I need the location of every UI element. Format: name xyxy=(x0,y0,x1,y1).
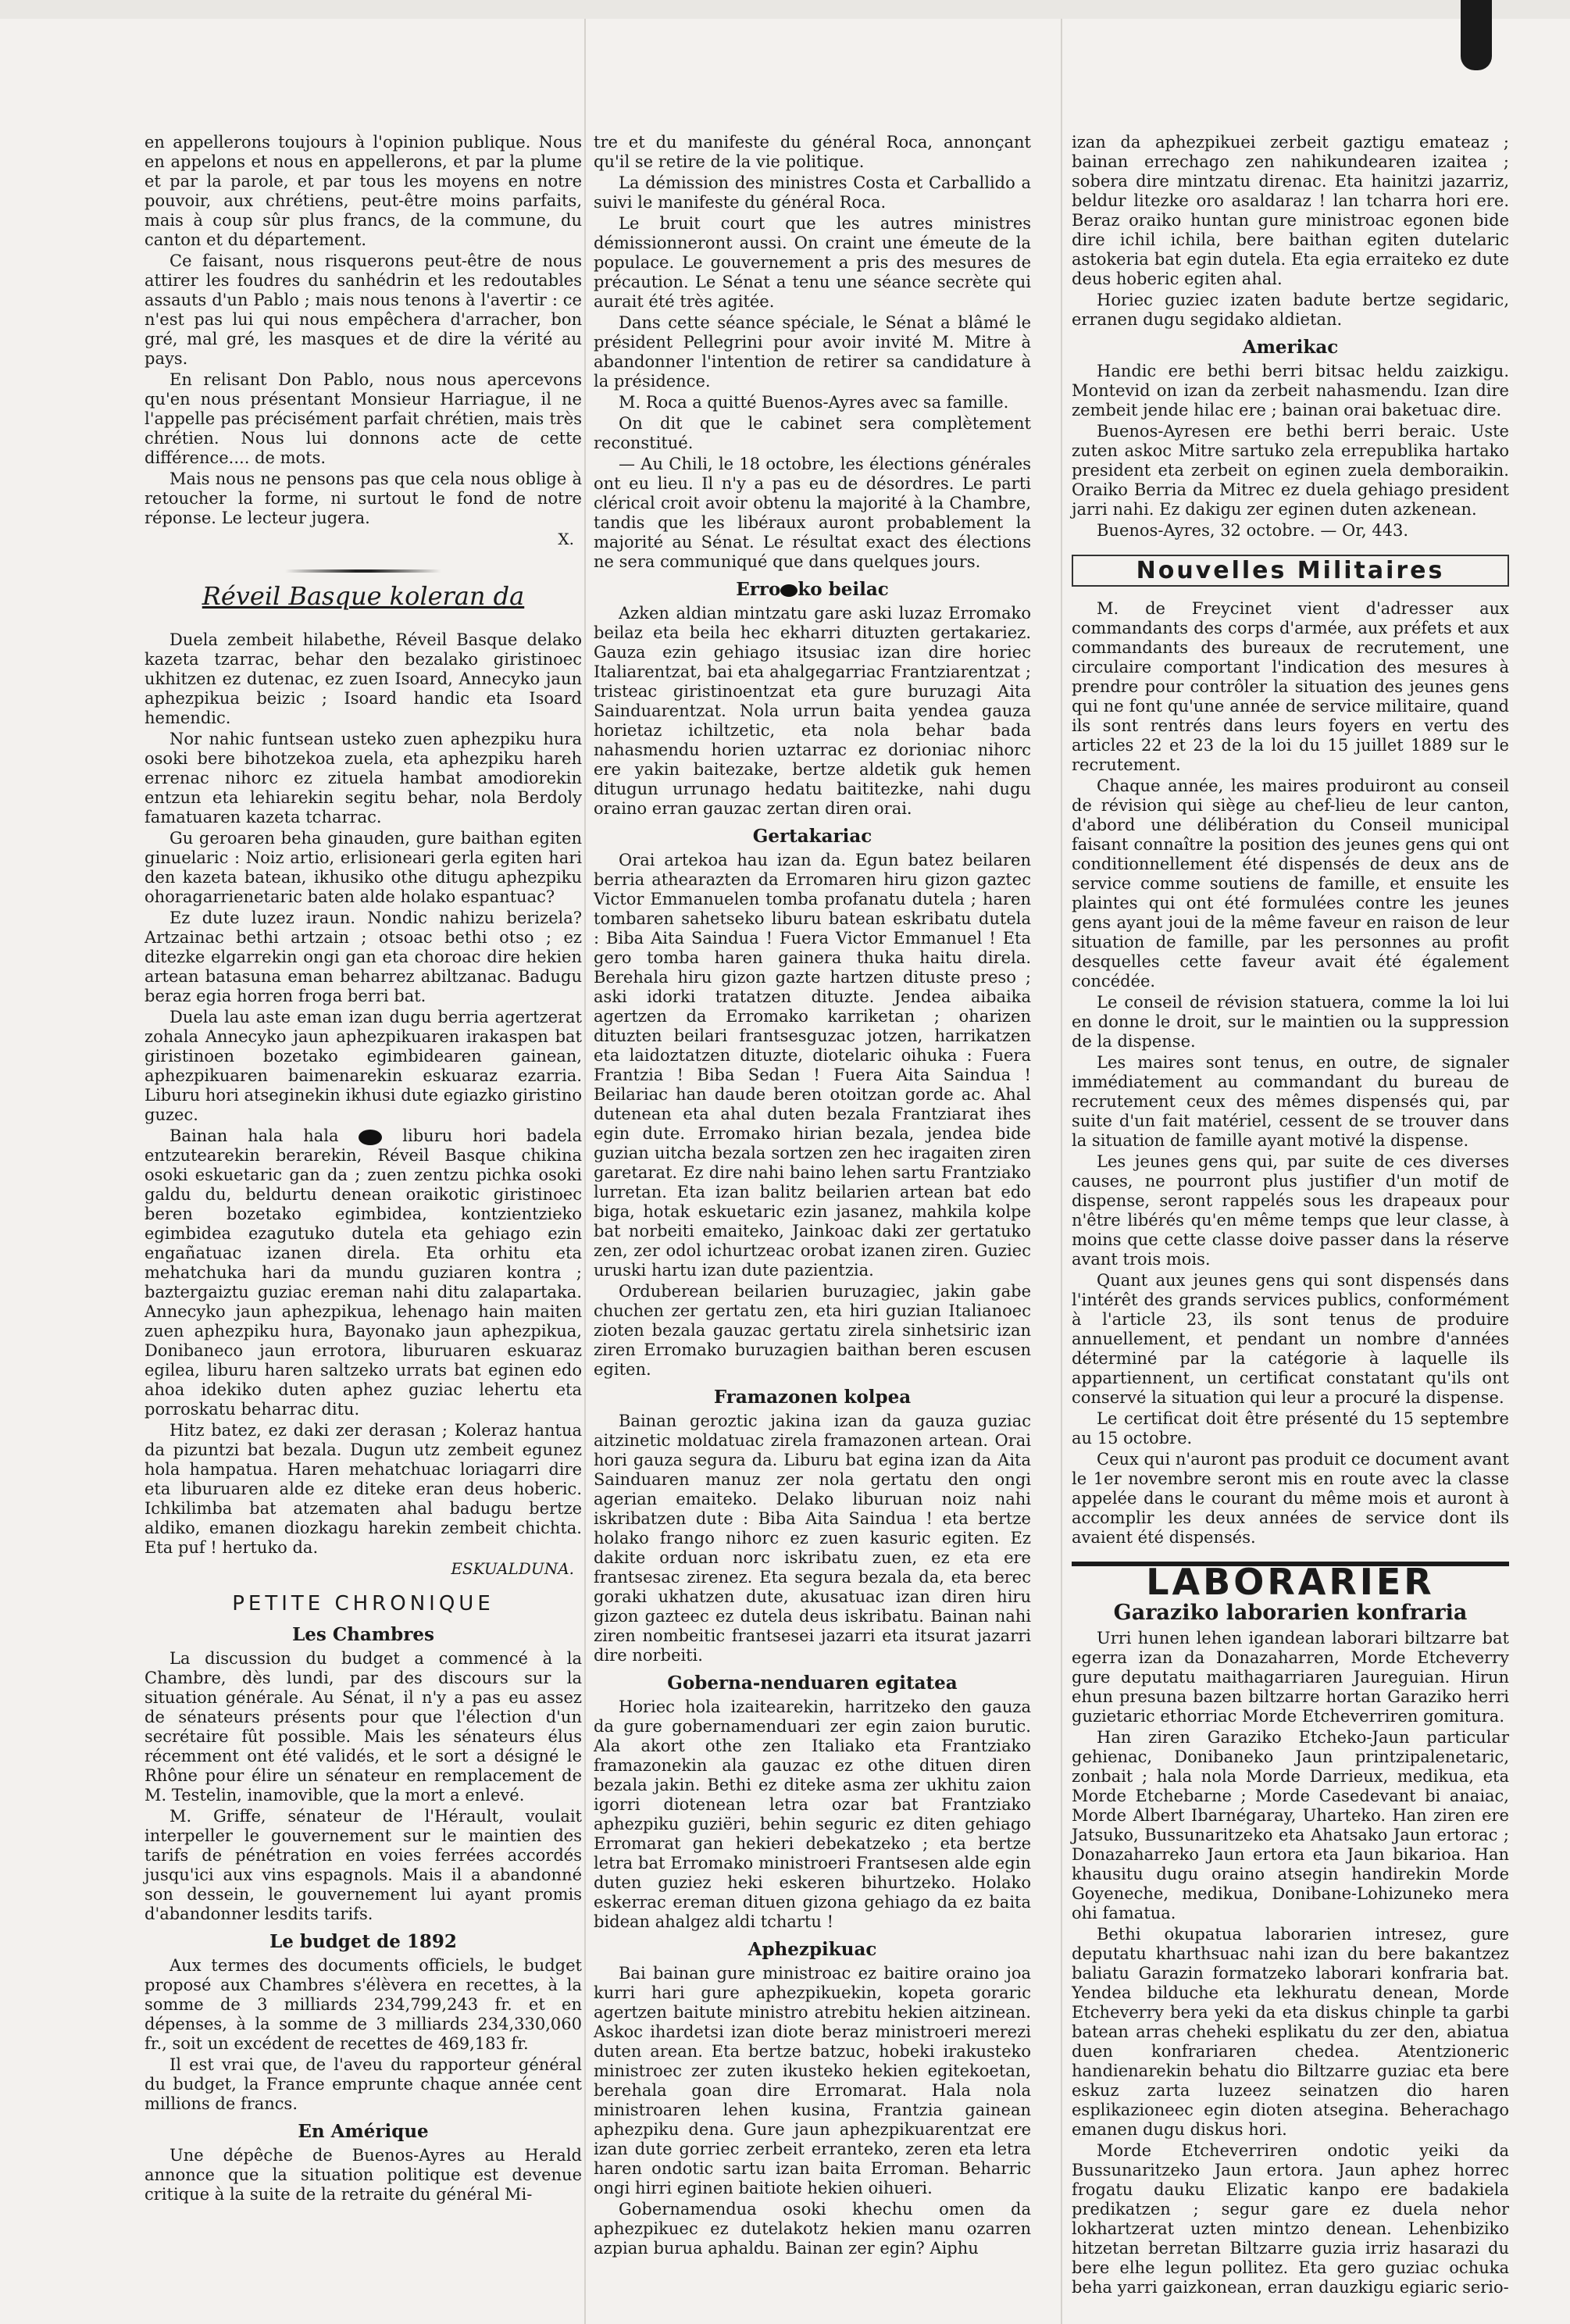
column-divider xyxy=(584,19,586,2324)
paragraph: Horiec hola izaitearekin, harritzeko den gauza da gure gobernamenduari zer egin zaion burutic. Ala akort othe zen Italiako eta Frantziako framazonekin ala gauzac ez othe dituen diren bezala jakin. Bethi ez diteke asma zer ukhitu zaion igorri diotenean letra ozar bat Frantziako aphezpiku guziëri, behin seguric ez diten gehiago Erromarat gan hekieri debekatzeko ; eta bertze letra bat Erromako ministroeri Frantsesen alde egin duten guziez heki eskeren bihurtzeko. Holako eskerrac ereman dituen gizona gehiago da ez baita bidean ahalgez aldi tchartu ! xyxy=(594,1697,1031,1931)
paragraph: — Au Chili, le 18 octobre, les élections générales ont eu lieu. Il n'y a pas eu de désordres. Le parti clérical croit avoir obtenu la majorité à la Chambre, tandis que les libéraux auront probablement la majorité au Sénat. Le résultat exact des élections ne sera communiqué que dans quelques jours. xyxy=(594,455,1031,571)
paragraph: Les jeunes gens qui, par suite de ces diverses causes, ne pourront plus justifier d'un motif de dispense, seront rappelés sous les drapeaux pour n'être libérés qu'en même temps que leur classe, à moins que cette classe doive passer dans la réserve avant trois mois. xyxy=(1072,1152,1509,1269)
paragraph: Urri hunen lehen igandean laborari biltzarre bat egerra izan da Donazaharren, Morde Etcheverry gure deputatu maithagarriaren Jaureguian. Hirun ehun presuna bazen biltzarre hortan Garaziko herri guzietaric ethorriac Morde Etcheverriren gomitura. xyxy=(1072,1629,1509,1726)
paragraph: Quant aux jeunes gens qui sont dispensés dans l'intérêt des grands services publics, conformément à l'article 23, ils sont tenus de produire annuellement, et pendant un nombre d'années déterminé par la catégorie à laquelle ils appartiennent, un certificat constatant qu'ils ont conservé la situation qui leur a procuré la dispense. xyxy=(1072,1271,1509,1407)
paragraph: Bainan hala hala liburu hori badela entzutearekin berarekin, Réveil Basque chikina osoki eskuetaric gan da ; zuen zentzu pichka osoki galdu du, beldurtu denean oraikotic giristinoec beren bozetako egimbidea, kontzientzieko egimbidea ezagutuko dutela eta gehiago ezin engañatuac izanen direla. Eta orhitu eta mehatchuka hari da mundu guziaren kontra ; baztergaiztu guziac ereman nahi ditu zalapartaka. Annecyko jaun aphezpikua, lehenago hain maiten zuen aphezpiku hura, Bayonako jaun aphezpikua, Donibaneco jaun errotora, liburuaren eskuaraz egilea, liburu haren saltzeko urrats bat eginen edo ahoa idekiko duten aphez guziac lehertu eta porroskatu beharrac ditu. xyxy=(145,1126,582,1419)
paragraph: Han ziren Garaziko Etcheko-Jaun particular gehienac, Donibaneko Jaun printzipalenetaric, zonbait ; hala nola Morde Darrieux, medikua, eta Morde Etchebarne ; Morde Casedevant bi anaiac, Morde Albert Ibarnégaray, Uharteko. Han ziren ere Jatsuko, Bussunaritzeko eta Ahatsako Jaun ertorac ; Donazaharreko Jaun ertora eta Jaun bikarioa. Han khausitu dugu oraino atsegin handirekin Morde Goyeneche, medikua, Donibane-Lohizuneko mera ohi famatua. xyxy=(1072,1728,1509,1922)
column-1 xyxy=(145,133,582,2206)
column-3 xyxy=(1072,133,1509,2299)
paragraph: Buenos-Ayresen ere bethi berri beraic. Uste zuten askoc Mitre sartuko zela errepublika hartako president eta zerbeit on eginen zuela demboraikin. Oraiko Berria da Mitrec ez duela gehiago president jarri nahi. Ez dakigu zer eginen duten azkenean. xyxy=(1072,422,1509,519)
paragraph: Duela lau aste eman izan dugu berria agertzerat zohala Annecyko jaun aphezpikuaren irakaspen bat giristinoen bozetako egimbidearen gainean, aphezpikuaren baimenarekin eskuaraz ezarria. Liburu hori atseginekin ikhusi dute egiazko giristino guzec. xyxy=(145,1008,582,1124)
signature: ESKUALDUNA. xyxy=(451,1559,574,1578)
subsection-title: Gertakariac xyxy=(752,826,872,847)
paragraph: En relisant Don Pablo, nous nous apercevons qu'en nous présentant Monsieur Harriague, il ne l'appelle pas précisément parfait chrétien, mais très chrétien. Nous lui donnons acte de cette différence.... de mots. xyxy=(145,370,582,467)
paragraph: On dit que le cabinet sera complètement reconstitué. xyxy=(594,414,1031,452)
ink-blot xyxy=(780,584,797,597)
article-title: Réveil Basque koleran da xyxy=(202,581,525,611)
paragraph: Orduberean beilarien buruzagiec, jakin gabe chuchen zer gertatu zen, eta hiri guzian Italianoec zioten bezala gauzac gertatu zirela sinhetsiric izan ziren Erromako buruzagien baithan beren escusen egiten. xyxy=(594,1282,1031,1379)
subsection-title: Garaziko laborarien konfraria xyxy=(1113,1601,1468,1625)
paragraph: Une dépêche de Buenos-Ayres au Herald annonce que la situation politique est devenue critique à la suite de la retraite du général Mi- xyxy=(145,2146,582,2204)
paragraph: Aux termes des documents officiels, le budget proposé aux Chambres s'élèvera en recettes, à la somme de 3 milliards 234,799,243 fr. et en dépenses, à la somme de 3 milliards 234,330,060 fr., soit un excédent de recettes de 469,183 fr. xyxy=(145,1956,582,2053)
paragraph: Il est vrai que, de l'aveu du rapporteur général du budget, la France emprunte chaque année cent millions de francs. xyxy=(145,2055,582,2113)
column-2 xyxy=(594,133,1031,2260)
paragraph: tre et du manifeste du général Roca, annonçant qu'il se retire de la vie politique. xyxy=(594,133,1031,171)
paragraph: Le bruit court que les autres ministres démissionneront aussi. On craint une émeute de la populace. Le gouvernement a pris des mesures de précaution. Le Sénat a tenu une séance secrète qui aurait été très agitée. xyxy=(594,214,1031,311)
signature: X. xyxy=(558,530,574,548)
paragraph: Duela zembeit hilabethe, Réveil Basque delako kazeta tzarrac, behar den bezalako giristinoec ukhitzen ez dutenac, ez zuen Isoard, Annecyko jaun aphezpikua beizic ; Isoard handic eta Isoard hemendic. xyxy=(145,630,582,727)
paragraph: Gobernamendua osoki khechu omen da aphezpikuec ez dutelakotz hekien manu ozarren azpian burua aphaldu. Bainan zer egin? Aiphu xyxy=(594,2200,1031,2258)
column-divider xyxy=(1061,19,1062,2324)
section-rule xyxy=(285,569,441,573)
paragraph: Dans cette séance spéciale, le Sénat a blâmé le président Pellegrini pour avoir invité M. Mitre à abandonner l'intention de retirer sa candidature à la présidence. xyxy=(594,313,1031,391)
section-title: PETITE CHRONIQUE xyxy=(232,1592,494,1615)
section-title: LABORARIER xyxy=(1072,1562,1509,1592)
paragraph: Orai artekoa hau izan da. Egun batez beilaren berria athearazten da Erromaren hiru gizon gaztec Victor Emmanuelen tomba profanatu dutela ; haren tombaren sahetseko liburu batean eskribatu dutela : Biba Aita Saindua ! Fuera Victor Emmanuel ! Eta gero tomba haren gainera thuka haitu direla. Berehala hiru gizon gazte hartzen dituste preso ; aski idorki tratatzen dituzte. Jendea aibaika agertzen da Erromako karriketan ; oharizen dituzten beilari frantsesguzac jotzen, harrikatzen eta laidoztatzen dituzte, diotelaric oihuka : Fuera Frantzia ! Biba Sedan ! Fuera Aita Saindua ! Beilariac han daude beren otoitzan gorde ac. Ahal dutenean eta ahal duten bezala Frantziarat ihes egin dute. Erromako hirian bezala, jendea bide guzian uitcha bezala sortzen zen hec iragaiten ziren garetarat. Ez dire nahi baino lehen sartu Frantziako lurretan. Eta izan balitz beilarien artean bat edo biga, hotak eskuetaric ezin jasanez, mahkila kolpe bat norbeiti emaiteko, Jainkoac daki zer gertatuko zen, zer odol ichurtzeac orobat izanen ziren. Guziec uruski hartu izan dute pazientzia. xyxy=(594,851,1031,1280)
paragraph: Gu geroaren beha ginauden, gure baithan egiten ginuelaric : Noiz artio, erlisioneari gerla egiten hari den kazeta batean, ikhusiko othe ditugu aphezpiku ohoragarrienetaric baten alde holako espantuac? xyxy=(145,829,582,906)
paragraph: M. Roca a quitté Buenos-Ayres avec sa famille. xyxy=(619,393,1009,412)
paragraph: Le certificat doit être présenté du 15 septembre au 15 octobre. xyxy=(1072,1409,1509,1448)
paragraph: Horiec guziec izaten badute bertze segidaric, erranen dugu segidako aldietan. xyxy=(1072,291,1509,329)
subsection-title: Erro ko beilac xyxy=(736,579,889,600)
paragraph: Le conseil de révision statuera, comme la loi lui en donne le droit, sur le maintien ou la suppression de la dispense. xyxy=(1072,993,1509,1051)
subsection-title: Framazonen kolpea xyxy=(713,1387,912,1408)
subsection-title: Amerikac xyxy=(1242,337,1339,358)
section-title: Nouvelles Militaires xyxy=(1072,555,1509,587)
paragraph: M. Griffe, sénateur de l'Hérault, voulait interpeller le gouvernement sur le maintien des tarifs de pénétration en voies ferrées accordés jusqu'ici aux vins espagnols. Mais il a abandonné son dessein, le gouvernement lui ayant promis d'abandonner lesdits tarifs. xyxy=(145,1807,582,1923)
paragraph: Bethi okupatua laborarien intresez, gure deputatu kharthsuac nahi izan du bere bakantzez baliatu Garazin formatzeko laborari konfraria bat. Yendea bilduche eta lekhuratu denean, Morde Etcheverry bera yeki da eta diskus chinple ta garbi batean arras cheheki esplikatu du zer den, abiatua duen konfrariaren chedea. Atentzioneric handienarekin behatu dio Biltzarre guziac eta bere eskuz zarta luzeez seinatzen dio haren esplikazioneec egin dioten atsegina. Beherachago emanen dugu diskus hori. xyxy=(1072,1925,1509,2139)
page-tab-marker xyxy=(1461,0,1492,70)
paragraph: La démission des ministres Costa et Carballido a suivi le manifeste du général Roca. xyxy=(594,173,1031,212)
paragraph: en appellerons toujours à l'opinion publique. Nous en appelons et nous en appellerons, et par la plume et par la parole, et par tous les moyens en notre pouvoir, aux chrétiens, peut-être moins parfaits, mais à coup sûr plus francs, de la commune, du canton et du département. xyxy=(145,133,582,249)
paragraph: Bai bainan gure ministroac ez baitire oraino joa kurri hari gure aphezpikuekin, kopeta goraric agertzen baitute ministro atrebitu hekien aitzinean. Askoc ihardetsi izan diote beraz ministroeri merezi duten arean. Eta bertze batzuc, hobeki irakusteko ministroec zer zuten ikusteko hekien egitekoetan, berehala goan dire Erromarat. Hala nola ministroaren lehen kusina, Frantzia gainean aphezpiku dena. Gure jaun aphezpikuarentzat ere izan dute gorriec zerbeit erranteko, zeren eta letra haren ondotic sartu izan baita Erroman. Beharric ongi hirri eginen baitiote hekien oihueri. xyxy=(594,1964,1031,2197)
paragraph: Morde Etcheverriren ondotic yeiki da Bussunaritzeko Jaun ertora. Jaun aphez horrec frogatu dauku Elizatic kanpo ere badakiela predikatzen ; segur gare ez duela nehor lokhartzerat uzten mintzo denean. Lehenbiziko hitzetan berretan Biltzarre guzia irriz hasarazi du bere elhe legun pollitez. Eta gero guziac ochuka beha yarri gaizkonean, erran dauzkigu egiaric serio- xyxy=(1072,2141,1509,2297)
subsection-title: Goberna-nenduaren egitatea xyxy=(667,1672,958,1694)
paragraph: La discussion du budget a commencé à la Chambre, dès lundi, par des discours sur la situation générale. Au Sénat, il n'y a pas eu assez de sénateurs présents pour que l'élection d'un secrétaire fût possible. Mais les sénateurs élus récemment ont été validés, et le sort a désigné le Rhône pour élire un sénateur en remplacement de M. Testelin, inamovible, que la mort a enlevé. xyxy=(145,1649,582,1805)
subsection-title: Les Chambres xyxy=(292,1624,434,1645)
paragraph: Bainan geroztic jakina izan da gauza guziac aitzinetic moldatuac zirela framazonen artean. Orai hori gauza segura da. Liburu bat egina izan da Aita Sainduaren manuz zer nola gertatu den ongi agerian emaiteko. Delako liburuan noiz nahi iskribatzen dute : Biba Aita Saindua ! eta bertze holako frango nihorc ez zuen kasuric egiten. Ez dakite orduan norc iskribatu zuen, ez eta ere frantsesac zirenez. Eta segura bezala da, eta berec goraki ukhatzen dute, akusatuac izan diren hiru gizon gazteec ez dutela deus iskribatu. Bainan nahi ziren nombeitic frantsesei jazarri eta itsurat jazarri dire norbeiti. xyxy=(594,1412,1031,1665)
paragraph: Hitz batez, ez daki zer derasan ; Koleraz hantua da pizuntzi bat bezala. Dugun utz zembeit egunez hola hampatua. Haren mehatchuac loriagarri dire eta liburuaren alde ez diteke eran deus hoberic. Ichkilimba bat atzematen ahal badugu bertze aldiko, emanen diozkagu harekin zembeit chichta. Eta puf ! hertuko da. xyxy=(145,1421,582,1557)
ink-blot xyxy=(359,1130,382,1145)
subsection-title: En Amérique xyxy=(298,2121,429,2142)
paragraph: Chaque année, les maires produiront au conseil de révision qui siège au chef-lieu de leur canton, d'abord une délibération du Conseil municipal faisant connaître la position des jeunes gens qui ont conditionnellement été dispensés de deux ans de service comme soutiens de famille, et ensuite les plaintes qui ont été formulées contre les jeunes gens ayant joui de la même faveur en raison de leur situation de famille, par les personnes au profit desquelles cette faveur avait été également concédée. xyxy=(1072,776,1509,991)
paragraph: Azken aldian mintzatu gare aski luzaz Erromako beilaz eta beila hec ekharri dituzten gertakariez. Gauza ezin gehiago itsusiac izan dire horiec Italiarentzat, bai eta ahalgegarriac Frantziarentzat ; tristeac giristinoentzat eta gure buruzagi Aita Sainduarentzat. Nola urrun baita yendea gauza horietaz ichiltzetic, eta nola behar bada nahasmendu horien uztarrac ez dorioniac nihorc ere yakin baitezake, bertze aldetik guk hemen ditugun urrunago hedatu baititezke, nahi dugu oraino erran gauzac zertan diren orai. xyxy=(594,604,1031,818)
paragraph: Mais nous ne pensons pas que cela nous oblige à retoucher la forme, ni surtout le fond de notre réponse. Le lecteur jugera. xyxy=(145,469,582,527)
subsection-title: Aphezpikuac xyxy=(748,1939,877,1960)
paragraph: Les maires sont tenus, en outre, de signaler immédiatement au commandant du bureau de recrutement ceux des mêmes dispensés qui, par suite d'un fait matériel, cessent de se trouver dans la situation de famille ayant motivé la dispense. xyxy=(1072,1053,1509,1150)
dateline: Buenos-Ayres, 32 octobre. — Or, 443. xyxy=(1097,521,1409,540)
top-margin-strip xyxy=(0,0,1570,19)
paragraph: Nor nahic funtsean usteko zuen aphezpiku hura osoki bere bihotzekoa zuela, eta aphezpiku hareh errenac nihorc ez zituela hambat amodiorekin entzun eta lehiarekin segitu behar, nola Berdoly famatuaren kazeta tcharrac. xyxy=(145,730,582,826)
paragraph: Ez dute luzez iraun. Nondic nahizu berizela? Artzainac bethi artzain ; otsoac bethi otso ; ez ditezke elgarrekin ongi gan eta choroac dire hekien artean batasuna eman beharrez abiltzanac. Badugu beraz egia horren froga berri bat. xyxy=(145,909,582,1005)
paragraph: Ceux qui n'auront pas produit ce document avant le 1er novembre seront mis en route avec la classe appelée dans le courant du même mois et auront à accomplir les deux années de service dont ils avaient été dispensés. xyxy=(1072,1450,1509,1547)
paragraph: Handic ere bethi berri bitsac heldu zaizkigu. Montevid on izan da zerbeit nahasmendu. Izan dire zembeit jende hilac ere ; bainan orai baketuac dire. xyxy=(1072,362,1509,419)
paragraph: M. de Freycinet vient d'adresser aux commandants des corps d'armée, aux préfets et aux commandants des bureaux de recrutement, une circulaire comportant l'indication des mesures à prendre pour contrôler la situation des jeunes gens qui ne font qu'une année de service militaire, quand ils sont rentrés dans leurs foyers en vertu des articles 22 et 23 de la loi du 15 juillet 1889 sur le recrutement. xyxy=(1072,599,1509,774)
paragraph: Ce faisant, nous risquerons peut-être de nous attirer les foudres du sanhédrin et les redoutables assauts d'un Pablo ; mais nous tenons à l'avertir : ce n'est pas lui qui nous empêchera d'arracher, bon gré, mal gré, les masques et de dire la vérité au pays. xyxy=(145,252,582,368)
subsection-title: Le budget de 1892 xyxy=(269,1931,457,1952)
paragraph: izan da aphezpikuei zerbeit gaztigu emateaz ; bainan errechago zen nahikundearen izaitea ; sobera dire mintzatu direnac. Eta hainitzi jazarriz, beldur litezke oro asaldaraz ! lan tcharra hori ere. Beraz oraiko huntan gure ministroac egonen bide dire ichil ichila, bere baithan egiten dutelaric astokeria bat egin dutela. Eta egia erraiteko ez dute deus hoberic egiten ahal. xyxy=(1072,133,1509,288)
